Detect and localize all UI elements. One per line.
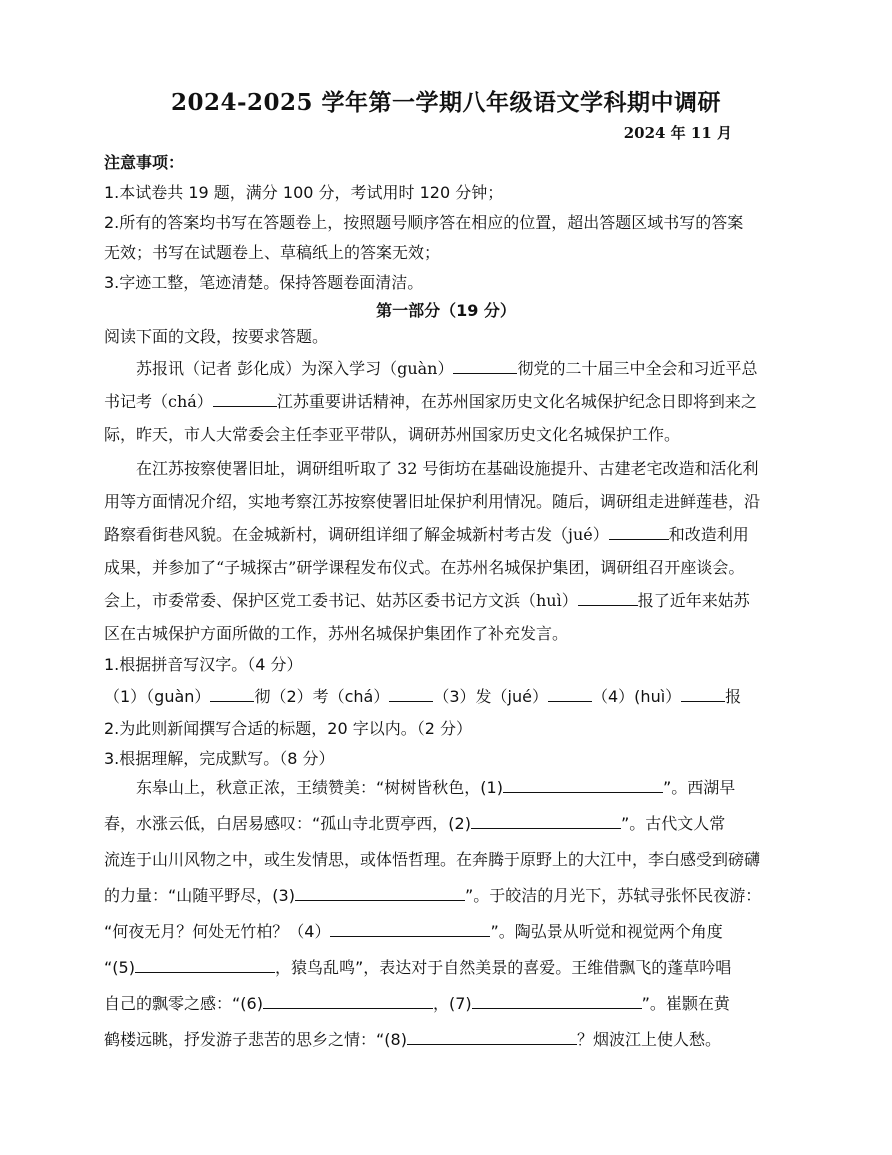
answer-blank[interactable]	[681, 687, 725, 702]
question-1-stem: 1.根据拼音写汉字。（4 分）	[104, 655, 303, 674]
question-3-stem: 3.根据理解，完成默写。（8 分）	[104, 749, 335, 768]
q3-text: ？烟波江上使人愁。	[576, 1030, 721, 1049]
reading-instruction: 阅读下面的文段，按要求答题。	[104, 327, 329, 346]
passage-text: 苏报讯（记者 彭化成）为深入学习（guàn）	[136, 359, 454, 378]
passage-text: 路察看街巷风貌。在金城新村，调研组详细了解金城新村考古发（jué）	[104, 525, 609, 544]
note-item: 1.本试卷共 19 题，满分 100 分，考试用时 120 分钟；	[104, 183, 504, 202]
question-2-stem: 2.为此则新闻撰写合适的标题，20 字以内。（2 分）	[104, 719, 472, 738]
q3-text: ”。于皎洁的月光下，苏轼寻张怀民夜游：	[464, 886, 762, 905]
answer-blank[interactable]	[471, 814, 621, 829]
q1-part-3: （3）发（jué）	[433, 687, 548, 706]
q3-text: “何夜无月？何处无竹柏？（4）	[104, 922, 331, 941]
note-item: 无效；书写在试题卷上、草稿纸上的答案无效；	[104, 243, 441, 262]
q3-text: 的力量：“山随平野尽，(3)	[104, 886, 295, 905]
q3-text: ”。崔颢在黄	[641, 994, 730, 1013]
exam-date: 2024 年 11 月	[623, 124, 732, 142]
note-item: 2.所有的答案均书写在答题卷上，按照题号顺序答在相应的位置，超出答题区域书写的答案	[104, 213, 744, 232]
passage-text: 和改造利用	[668, 525, 749, 544]
note-item: 3.字迹工整，笔迹清楚。保持答题卷面清洁。	[104, 273, 424, 292]
q3-text: 春，水涨云低，白居易感叹：“孤山寺北贾亭西，(2)	[104, 814, 471, 833]
answer-blank[interactable]	[389, 687, 433, 702]
question-1-answers	[104, 684, 741, 707]
q1-part-2: 彻（2）考（chá）	[254, 687, 390, 706]
passage-paragraph-2	[104, 452, 774, 650]
q1-part-4: （4）(huì）	[592, 687, 682, 706]
passage-text: 用等方面情况介绍，实地考察江苏按察使署旧址保护利用情况。随后，调研组走进鲜莲巷，沿	[104, 492, 761, 511]
passage-text: 会上，市委常委、保护区党工委书记、姑苏区委书记方文浜（huì）	[104, 591, 578, 610]
exam-title: 2024-2025 学年第一学期八年级语文学科期中调研	[170, 89, 722, 116]
answer-blank[interactable]	[210, 687, 254, 702]
part-title: 第一部分（19 分）	[376, 301, 516, 320]
q1-part-1: （1）（guàn）	[104, 687, 211, 706]
answer-blank[interactable]	[263, 994, 433, 1009]
question-3-passage	[104, 770, 794, 1058]
answer-blank[interactable]	[213, 392, 277, 407]
answer-blank[interactable]	[472, 994, 642, 1009]
q3-text: 自己的飘零之感：“(6)	[104, 994, 263, 1013]
passage-paragraph-1	[104, 352, 774, 451]
passage-text: 在江苏按察使署旧址，调研组听取了 32 号街坊在基础设施提升、古建老宅改造和活化利	[136, 459, 759, 478]
answer-blank[interactable]	[578, 591, 638, 606]
passage-text: 际，昨天，市人大常委会主任李亚平带队，调研苏州国家历史文化名城保护工作。	[104, 425, 681, 444]
answer-blank[interactable]	[135, 958, 275, 973]
answer-blank[interactable]	[548, 687, 592, 702]
q3-text: ”。陶弘景从听觉和视觉两个角度	[490, 922, 723, 941]
q3-text: “(5)	[104, 958, 135, 977]
q1-part-5: 报	[725, 687, 742, 706]
passage-text: 区在古城保护方面所做的工作，苏州名城保护集团作了补充发言。	[104, 624, 569, 643]
passage-text: 书记考（chá）	[104, 392, 213, 411]
answer-blank[interactable]	[503, 778, 663, 793]
passage-text: 成果，并参加了“子城探古”研学课程发布仪式。在苏州名城保护集团，调研组召开座谈会。	[104, 558, 745, 577]
notes-heading: 注意事项：	[104, 153, 185, 172]
answer-blank[interactable]	[330, 922, 490, 937]
q3-text: 鹤楼远眺，抒发游子悲苦的思乡之情：“(8)	[104, 1030, 407, 1049]
q3-text: 流连于山川风物之中，或生发情思，或体悟哲理。在奔腾于原野上的大江中，李白感受到磅礴	[104, 850, 761, 869]
passage-text: 江苏重要讲话精神，在苏州国家历史文化名城保护纪念日即将到来之	[276, 392, 757, 411]
answer-blank[interactable]	[453, 359, 517, 374]
passage-text: 彻党的二十届三中全会和习近平总	[517, 359, 758, 378]
q3-text: ，(7)	[432, 994, 472, 1013]
answer-blank[interactable]	[407, 1030, 577, 1045]
q3-text: 东皋山上，秋意正浓，王绩赞美：“树树皆秋色，(1)	[136, 778, 503, 797]
answer-blank[interactable]	[295, 886, 465, 901]
answer-blank[interactable]	[609, 525, 669, 540]
q3-text: ，猿鸟乱鸣”，表达对于自然美景的喜爱。王维借飘飞的蓬草吟唱	[274, 958, 732, 977]
q3-text: ”。西湖早	[662, 778, 736, 797]
q3-text: ”。古代文人常	[620, 814, 726, 833]
passage-text: 报了近年来姑苏	[637, 591, 750, 610]
